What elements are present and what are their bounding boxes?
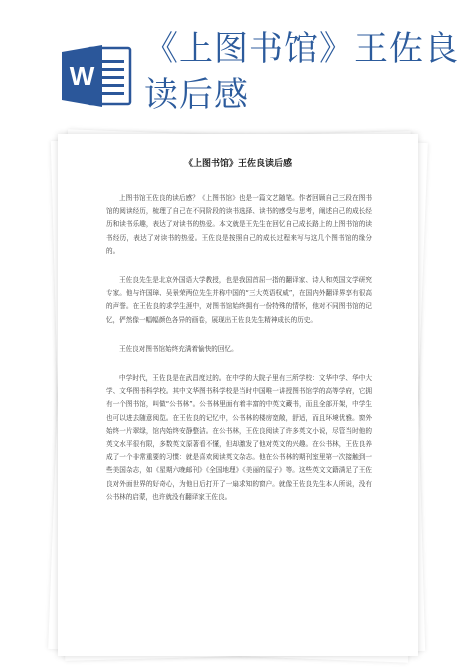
header-banner	[0, 0, 474, 150]
document-body	[106, 192, 372, 520]
word-icon	[62, 42, 132, 110]
word-icon-letter: W	[69, 61, 95, 91]
paragraph-4: 中学时代，王佐良是在武昌度过的。在中学的大院子里有三所学校：文华中学、华中大学、文华图书科学校。其中文华图书科学校是当时中国唯一讲授图书馆学的高等学府，它拥有一个图书馆，叫做“公书林”。公书林里面有着丰富的中英文藏书，而且全部开架，中学生也可以进去随意阅览。在王佐良的记忆中，公书林的楼房宽敞，舒适，而且环境优雅。窗外始终一片翠绿，馆内始终安静整洁。在公书林，王佐良阅读了许多英文小说，尽管当时他的英文水平很有限，多数英文原著看不懂，但却激发了他对英文的兴趣。在公书林，王佐良养成了一个非常重要的习惯：就是喜欢阅读英文杂志。他在公书林的期刊室里第一次接触到一些美国杂志，如《星期六晚邮刊》《全国地理》《美丽的屋子》等。这些英文文籍满足了王佐良对外面世界的好奇心，为他日后打开了一扇求知的窗户。就像王佐良先生本人所说，没有公书林的启蒙，也许就没有翻译家王佐良。	[106, 374, 372, 501]
banner-title: 《上图书馆》王佐良读后感	[144, 29, 459, 115]
paragraph-3: 王佐良对图书馆始终充满着愉快的回忆。	[119, 344, 238, 353]
paragraph-1: 上图书馆王佐良的读后感？《上图书馆》也是一篇文艺随笔。作者回顾自己三段在图书馆的阅读经历，梳理了自己在不同阶段的读书选择、读书的感受与思考，阐述自己的成长经历和读书乐趣，表达了对读书的热爱。本文就是王先生在回忆自己成长路上的上图书馆的读书经历，表达了对读书的热爱。王佐良是按照自己的成长过程来写与这几个图书馆的缘分的。	[106, 194, 372, 255]
paragraph-2: 王佐良先生是北京外国语大学教授，也是我国首屈一指的翻译家、诗人和英国文学研究专家。他与许国璋、吴景荣两位先生并称中国的“三大英语权威”，在国内外翻译界享有很高的声誉。在王佐良的求学生涯中，对图书馆始终拥有一份特殊的情怀，他对不同图书馆的记忆，俨然像一幅幅颜色各异的画卷，展现出王佐良先生精神成长的历史。	[106, 276, 372, 324]
document-page	[58, 134, 418, 656]
document-title: 《上图书馆》王佐良读后感	[183, 159, 292, 169]
document-preview	[40, 130, 436, 660]
